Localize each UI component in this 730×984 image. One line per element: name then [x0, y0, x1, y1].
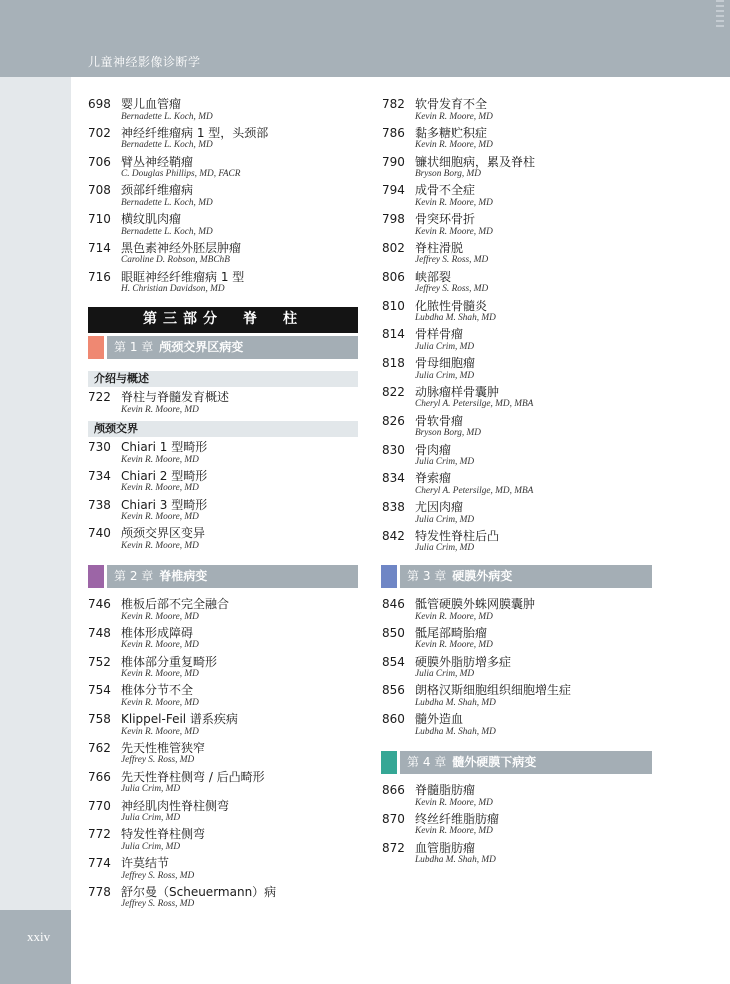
entry-author: Julia Crim, MD — [121, 784, 181, 795]
toc-entry[interactable] — [381, 299, 653, 328]
entry-page-number: 772 — [88, 827, 111, 842]
entry-page-number: 748 — [88, 625, 111, 640]
entry-page-number: 752 — [88, 654, 111, 669]
entry-title: 脊柱与脊髓发育概述 — [121, 390, 230, 404]
toc-entry[interactable] — [381, 443, 653, 472]
entry-page-number: 740 — [88, 526, 111, 541]
entry-author: Kevin R. Moore, MD — [121, 669, 199, 680]
entry-title: 椎板后部不完全融合 — [121, 597, 230, 611]
entry-page-number: 860 — [382, 712, 405, 727]
entry-author: Kevin R. Moore, MD — [415, 226, 493, 237]
toc-entry[interactable] — [87, 827, 359, 856]
entry-author: Kevin R. Moore, MD — [415, 197, 493, 208]
section-subheading: 介绍与概述 — [88, 371, 358, 387]
entry-page-number: 838 — [382, 500, 405, 515]
entry-title: 许莫结节 — [121, 856, 170, 871]
toc-entry[interactable] — [381, 356, 653, 385]
chapter-number: 第 4 章 — [407, 755, 447, 769]
entry-author: Julia Crim, MD — [415, 669, 475, 680]
entry-title: 黑色素神经外胚层肿瘤 — [121, 240, 242, 255]
toc-entry[interactable] — [381, 241, 653, 270]
toc-entry[interactable] — [87, 856, 359, 885]
entry-title: 先天性椎管狭窄 — [121, 740, 206, 755]
entry-page-number: 762 — [88, 740, 111, 755]
entry-title: 脊髓脂肪瘤 — [415, 783, 476, 797]
toc-entry[interactable] — [87, 770, 359, 799]
chapter-number: 第 1 章 — [114, 340, 154, 354]
entry-author: Julia Crim, MD — [415, 370, 475, 381]
entry-page-number: 846 — [382, 597, 405, 611]
edge-tab-marker — [716, 0, 724, 30]
entry-page-number: 722 — [88, 390, 111, 404]
entry-title: 镰状细胞病，累及脊柱 — [415, 154, 536, 169]
entry-author: Bernadette L. Koch, MD — [121, 197, 213, 208]
toc-group — [87, 440, 359, 555]
toc-entry[interactable] — [381, 97, 653, 126]
entry-page-number: 856 — [382, 683, 405, 698]
toc-entry[interactable] — [381, 126, 653, 155]
entry-page-number: 754 — [88, 683, 111, 698]
entry-title: 软骨发育不全 — [415, 97, 488, 111]
toc-entry[interactable] — [381, 212, 653, 241]
entry-author: Kevin R. Moore, MD — [121, 540, 199, 551]
entry-title: 神经纤维瘤病 1 型，头颈部 — [121, 125, 269, 140]
entry-page-number: 798 — [382, 212, 405, 227]
entry-page-number: 746 — [88, 597, 111, 611]
entry-author: Kevin R. Moore, MD — [121, 483, 199, 494]
entry-page-number: 730 — [88, 440, 111, 454]
entry-title: 骨突环骨折 — [415, 212, 476, 227]
entry-page-number: 830 — [382, 442, 405, 457]
entry-author: Lubdha M. Shah, MD — [415, 697, 496, 708]
entry-page-number: 698 — [88, 97, 111, 111]
entry-page-number: 706 — [88, 154, 111, 169]
chapter-4-heading — [381, 751, 652, 774]
entry-page-number: 842 — [382, 528, 405, 543]
chapter-color-swatch — [88, 565, 104, 588]
entry-title: 先天性脊柱侧弯 / 后凸畸形 — [121, 769, 265, 784]
toc-entry[interactable] — [87, 597, 359, 626]
entry-title: 血管脂肪瘤 — [415, 840, 476, 855]
entry-page-number: 802 — [382, 240, 405, 255]
toc-entry[interactable] — [381, 155, 653, 184]
toc-entry[interactable] — [381, 626, 653, 655]
entry-author: Cheryl A. Petersilge, MD, MBA — [415, 399, 534, 410]
entry-page-number: 758 — [88, 712, 111, 727]
entry-author: Julia Crim, MD — [121, 841, 181, 852]
entry-page-number: 866 — [382, 783, 405, 797]
entry-page-number: 778 — [88, 884, 111, 899]
toc-entry[interactable] — [381, 655, 653, 684]
entry-title: 成骨不全症 — [415, 183, 476, 198]
entry-author: H. Christian Davidson, MD — [121, 284, 225, 295]
entry-author: Lubdha M. Shah, MD — [415, 726, 496, 737]
entry-page-number: 786 — [382, 125, 405, 140]
entry-title: 臂丛神经鞘瘤 — [121, 154, 194, 169]
entry-title: 尤因肉瘤 — [415, 500, 464, 515]
entry-title: 骨肉瘤 — [415, 442, 452, 457]
entry-page-number: 774 — [88, 856, 111, 871]
toc-entry[interactable] — [381, 414, 653, 443]
toc-entry[interactable] — [87, 655, 359, 684]
entry-title: 硬膜外脂肪增多症 — [415, 654, 512, 669]
entry-author: Kevin R. Moore, MD — [415, 640, 493, 651]
toc-group — [381, 783, 653, 869]
entry-page-number: 702 — [88, 125, 111, 140]
entry-title: 舒尔曼（Scheuermann）病 — [121, 884, 277, 899]
entry-title: 椎体部分重复畸形 — [121, 654, 218, 669]
toc-entry[interactable] — [87, 390, 359, 419]
entry-author: Bernadette L. Koch, MD — [121, 140, 213, 151]
toc-group — [87, 597, 359, 914]
entry-page-number: 766 — [88, 769, 111, 784]
entry-page-number: 850 — [382, 625, 405, 640]
entry-page-number: 822 — [382, 384, 405, 399]
entry-author: Kevin R. Moore, MD — [415, 140, 493, 151]
toc-entry[interactable] — [381, 597, 653, 626]
entry-page-number: 806 — [382, 269, 405, 284]
chapter-2-heading — [88, 565, 358, 588]
entry-page-number: 708 — [88, 183, 111, 198]
chapter-3-heading — [381, 565, 652, 588]
entry-author: Kevin R. Moore, MD — [415, 111, 493, 122]
toc-entry[interactable] — [87, 799, 359, 828]
part-title: 第三部分 脊 柱 — [88, 307, 358, 333]
entry-title: 椎体形成障碍 — [121, 625, 194, 640]
entry-title: 终丝纤维脂肪瘤 — [415, 811, 500, 826]
entry-author: Lubdha M. Shah, MD — [415, 855, 496, 866]
folio-block — [0, 910, 71, 984]
entry-author: C. Douglas Phillips, MD, FACR — [121, 169, 241, 180]
entry-author: Kevin R. Moore, MD — [121, 726, 199, 737]
entry-author: Jeffrey S. Ross, MD — [121, 899, 195, 910]
entry-title: 动脉瘤样骨囊肿 — [415, 384, 500, 399]
running-title: 儿童神经影像诊断学 — [88, 55, 201, 69]
entry-title: 骶管硬膜外蛛网膜囊肿 — [415, 597, 536, 611]
entry-title: 颈部纤维瘤病 — [121, 183, 194, 198]
entry-author: Cheryl A. Petersilge, MD, MBA — [415, 485, 534, 496]
chapter-band — [400, 751, 652, 774]
entry-title: 黏多糖贮积症 — [415, 125, 488, 140]
toc-entry[interactable] — [381, 812, 653, 841]
entry-page-number: 710 — [88, 212, 111, 227]
entry-page-number: 818 — [382, 356, 405, 371]
entry-author: Jeffrey S. Ross, MD — [121, 870, 195, 881]
entry-page-number: 854 — [382, 654, 405, 669]
toc-entry[interactable] — [87, 626, 359, 655]
entry-page-number: 738 — [88, 497, 111, 512]
toc-entry[interactable] — [381, 385, 653, 414]
entry-title: 朗格汉斯细胞组织细胞增生症 — [415, 683, 572, 698]
chapter-color-swatch — [381, 751, 397, 774]
toc-group — [87, 97, 359, 299]
toc-entry[interactable] — [87, 270, 359, 299]
entry-author: Kevin R. Moore, MD — [415, 826, 493, 837]
toc-group — [381, 97, 653, 558]
entry-page-number: 826 — [382, 413, 405, 428]
entry-author: Caroline D. Robson, MBChB — [121, 255, 230, 266]
entry-title: Chiari 1 型畸形 — [121, 440, 208, 454]
entry-title: 骨软骨瘤 — [415, 413, 464, 428]
toc-entry[interactable] — [87, 97, 359, 126]
entry-author: Julia Crim, MD — [415, 457, 475, 468]
entry-author: Kevin R. Moore, MD — [121, 611, 199, 622]
entry-title: 峡部裂 — [415, 269, 452, 284]
header-band — [0, 0, 730, 77]
entry-title: 特发性脊柱后凸 — [415, 528, 500, 543]
entry-title: 骶尾部畸胎瘤 — [415, 625, 488, 640]
toc-group — [87, 390, 359, 419]
entry-page-number: 834 — [382, 471, 405, 486]
toc-entry[interactable] — [87, 183, 359, 212]
entry-page-number: 870 — [382, 811, 405, 826]
chapter-title: 脊椎病变 — [159, 569, 208, 583]
entry-author: Jeffrey S. Ross, MD — [415, 284, 489, 295]
entry-title: 婴儿血管瘤 — [121, 97, 182, 111]
toc-entry[interactable] — [381, 529, 653, 558]
chapter-band — [107, 565, 358, 588]
entry-title: 特发性脊柱侧弯 — [121, 827, 206, 842]
entry-author: Lubdha M. Shah, MD — [415, 313, 496, 324]
entry-author: Julia Crim, MD — [415, 341, 475, 352]
entry-page-number: 814 — [382, 327, 405, 342]
entry-title: 神经肌肉性脊柱侧弯 — [121, 798, 230, 813]
entry-author: Jeffrey S. Ross, MD — [121, 755, 195, 766]
toc-entry[interactable] — [87, 683, 359, 712]
chapter-number: 第 3 章 — [407, 569, 447, 583]
entry-author: Julia Crim, MD — [121, 813, 181, 824]
entry-title: 化脓性骨髓炎 — [415, 298, 488, 313]
chapter-title: 髓外硬膜下病变 — [452, 755, 537, 769]
toc-entry[interactable] — [87, 440, 359, 469]
entry-title: 横纹肌肉瘤 — [121, 212, 182, 227]
entry-title: 颅颈交界区变异 — [121, 526, 206, 541]
toc-entry[interactable] — [87, 241, 359, 270]
entry-author: Kevin R. Moore, MD — [415, 611, 493, 622]
chapter-band — [107, 336, 358, 359]
entry-author: Kevin R. Moore, MD — [121, 697, 199, 708]
entry-page-number: 770 — [88, 798, 111, 813]
entry-author: Bernadette L. Koch, MD — [121, 111, 213, 122]
toc-entry[interactable] — [87, 126, 359, 155]
entry-author: Julia Crim, MD — [415, 514, 475, 525]
entry-title: Chiari 2 型畸形 — [121, 468, 208, 483]
toc-entry[interactable] — [381, 270, 653, 299]
entry-title: 髓外造血 — [415, 712, 464, 727]
toc-entry[interactable] — [381, 471, 653, 500]
entry-title: 骨母细胞瘤 — [415, 356, 476, 371]
entry-author: Jeffrey S. Ross, MD — [415, 255, 489, 266]
chapter-color-swatch — [381, 565, 397, 588]
chapter-1-heading — [88, 336, 358, 359]
toc-entry[interactable] — [87, 469, 359, 498]
toc-entry[interactable] — [381, 327, 653, 356]
entry-author: Julia Crim, MD — [415, 543, 475, 554]
entry-page-number: 714 — [88, 240, 111, 255]
toc-group — [381, 597, 653, 741]
toc-entry[interactable] — [381, 500, 653, 529]
entry-author: Kevin R. Moore, MD — [121, 454, 199, 465]
entry-page-number: 790 — [382, 154, 405, 169]
entry-author: Bryson Borg, MD — [415, 169, 482, 180]
chapter-number: 第 2 章 — [114, 569, 154, 583]
entry-author: Bryson Borg, MD — [415, 428, 482, 439]
toc-entry[interactable] — [87, 712, 359, 741]
entry-page-number: 794 — [382, 183, 405, 198]
entry-title: Chiari 3 型畸形 — [121, 497, 208, 512]
entry-title: 骨样骨瘤 — [415, 327, 464, 342]
chapter-color-swatch — [88, 336, 104, 359]
toc-entry[interactable] — [87, 885, 359, 914]
toc-entry[interactable] — [381, 712, 653, 741]
toc-entry[interactable] — [381, 683, 653, 712]
toc-entry[interactable] — [87, 155, 359, 184]
entry-author: Kevin R. Moore, MD — [121, 640, 199, 651]
entry-author: Kevin R. Moore, MD — [415, 797, 493, 808]
toc-entry[interactable] — [87, 498, 359, 527]
entry-title: 眼眶神经纤维瘤病 1 型 — [121, 269, 245, 284]
toc-entry[interactable] — [381, 183, 653, 212]
toc-entry[interactable] — [87, 741, 359, 770]
page-folio: xxiv — [27, 929, 51, 944]
toc-entry[interactable] — [381, 783, 653, 812]
entry-page-number: 734 — [88, 468, 111, 483]
chapter-title: 颅颈交界区病变 — [159, 340, 244, 354]
entry-author: Kevin R. Moore, MD — [121, 512, 199, 523]
entry-page-number: 716 — [88, 269, 111, 284]
entry-page-number: 782 — [382, 97, 405, 111]
entry-title: 脊索瘤 — [415, 471, 452, 486]
entry-author: Bernadette L. Koch, MD — [121, 226, 213, 237]
toc-entry[interactable] — [87, 526, 359, 555]
toc-entry[interactable] — [87, 212, 359, 241]
entry-page-number: 810 — [382, 298, 405, 313]
left-margin-strip — [0, 77, 71, 910]
entry-title: 脊柱滑脱 — [415, 240, 464, 255]
entry-title: 椎体分节不全 — [121, 683, 194, 698]
chapter-title: 硬膜外病变 — [452, 569, 513, 583]
entry-author: Kevin R. Moore, MD — [121, 404, 199, 415]
toc-entry[interactable] — [381, 841, 653, 870]
section-subheading: 颅颈交界 — [88, 421, 358, 437]
entry-page-number: 872 — [382, 840, 405, 855]
chapter-band — [400, 565, 652, 588]
entry-title: Klippel-Feil 谱系疾病 — [121, 712, 238, 727]
